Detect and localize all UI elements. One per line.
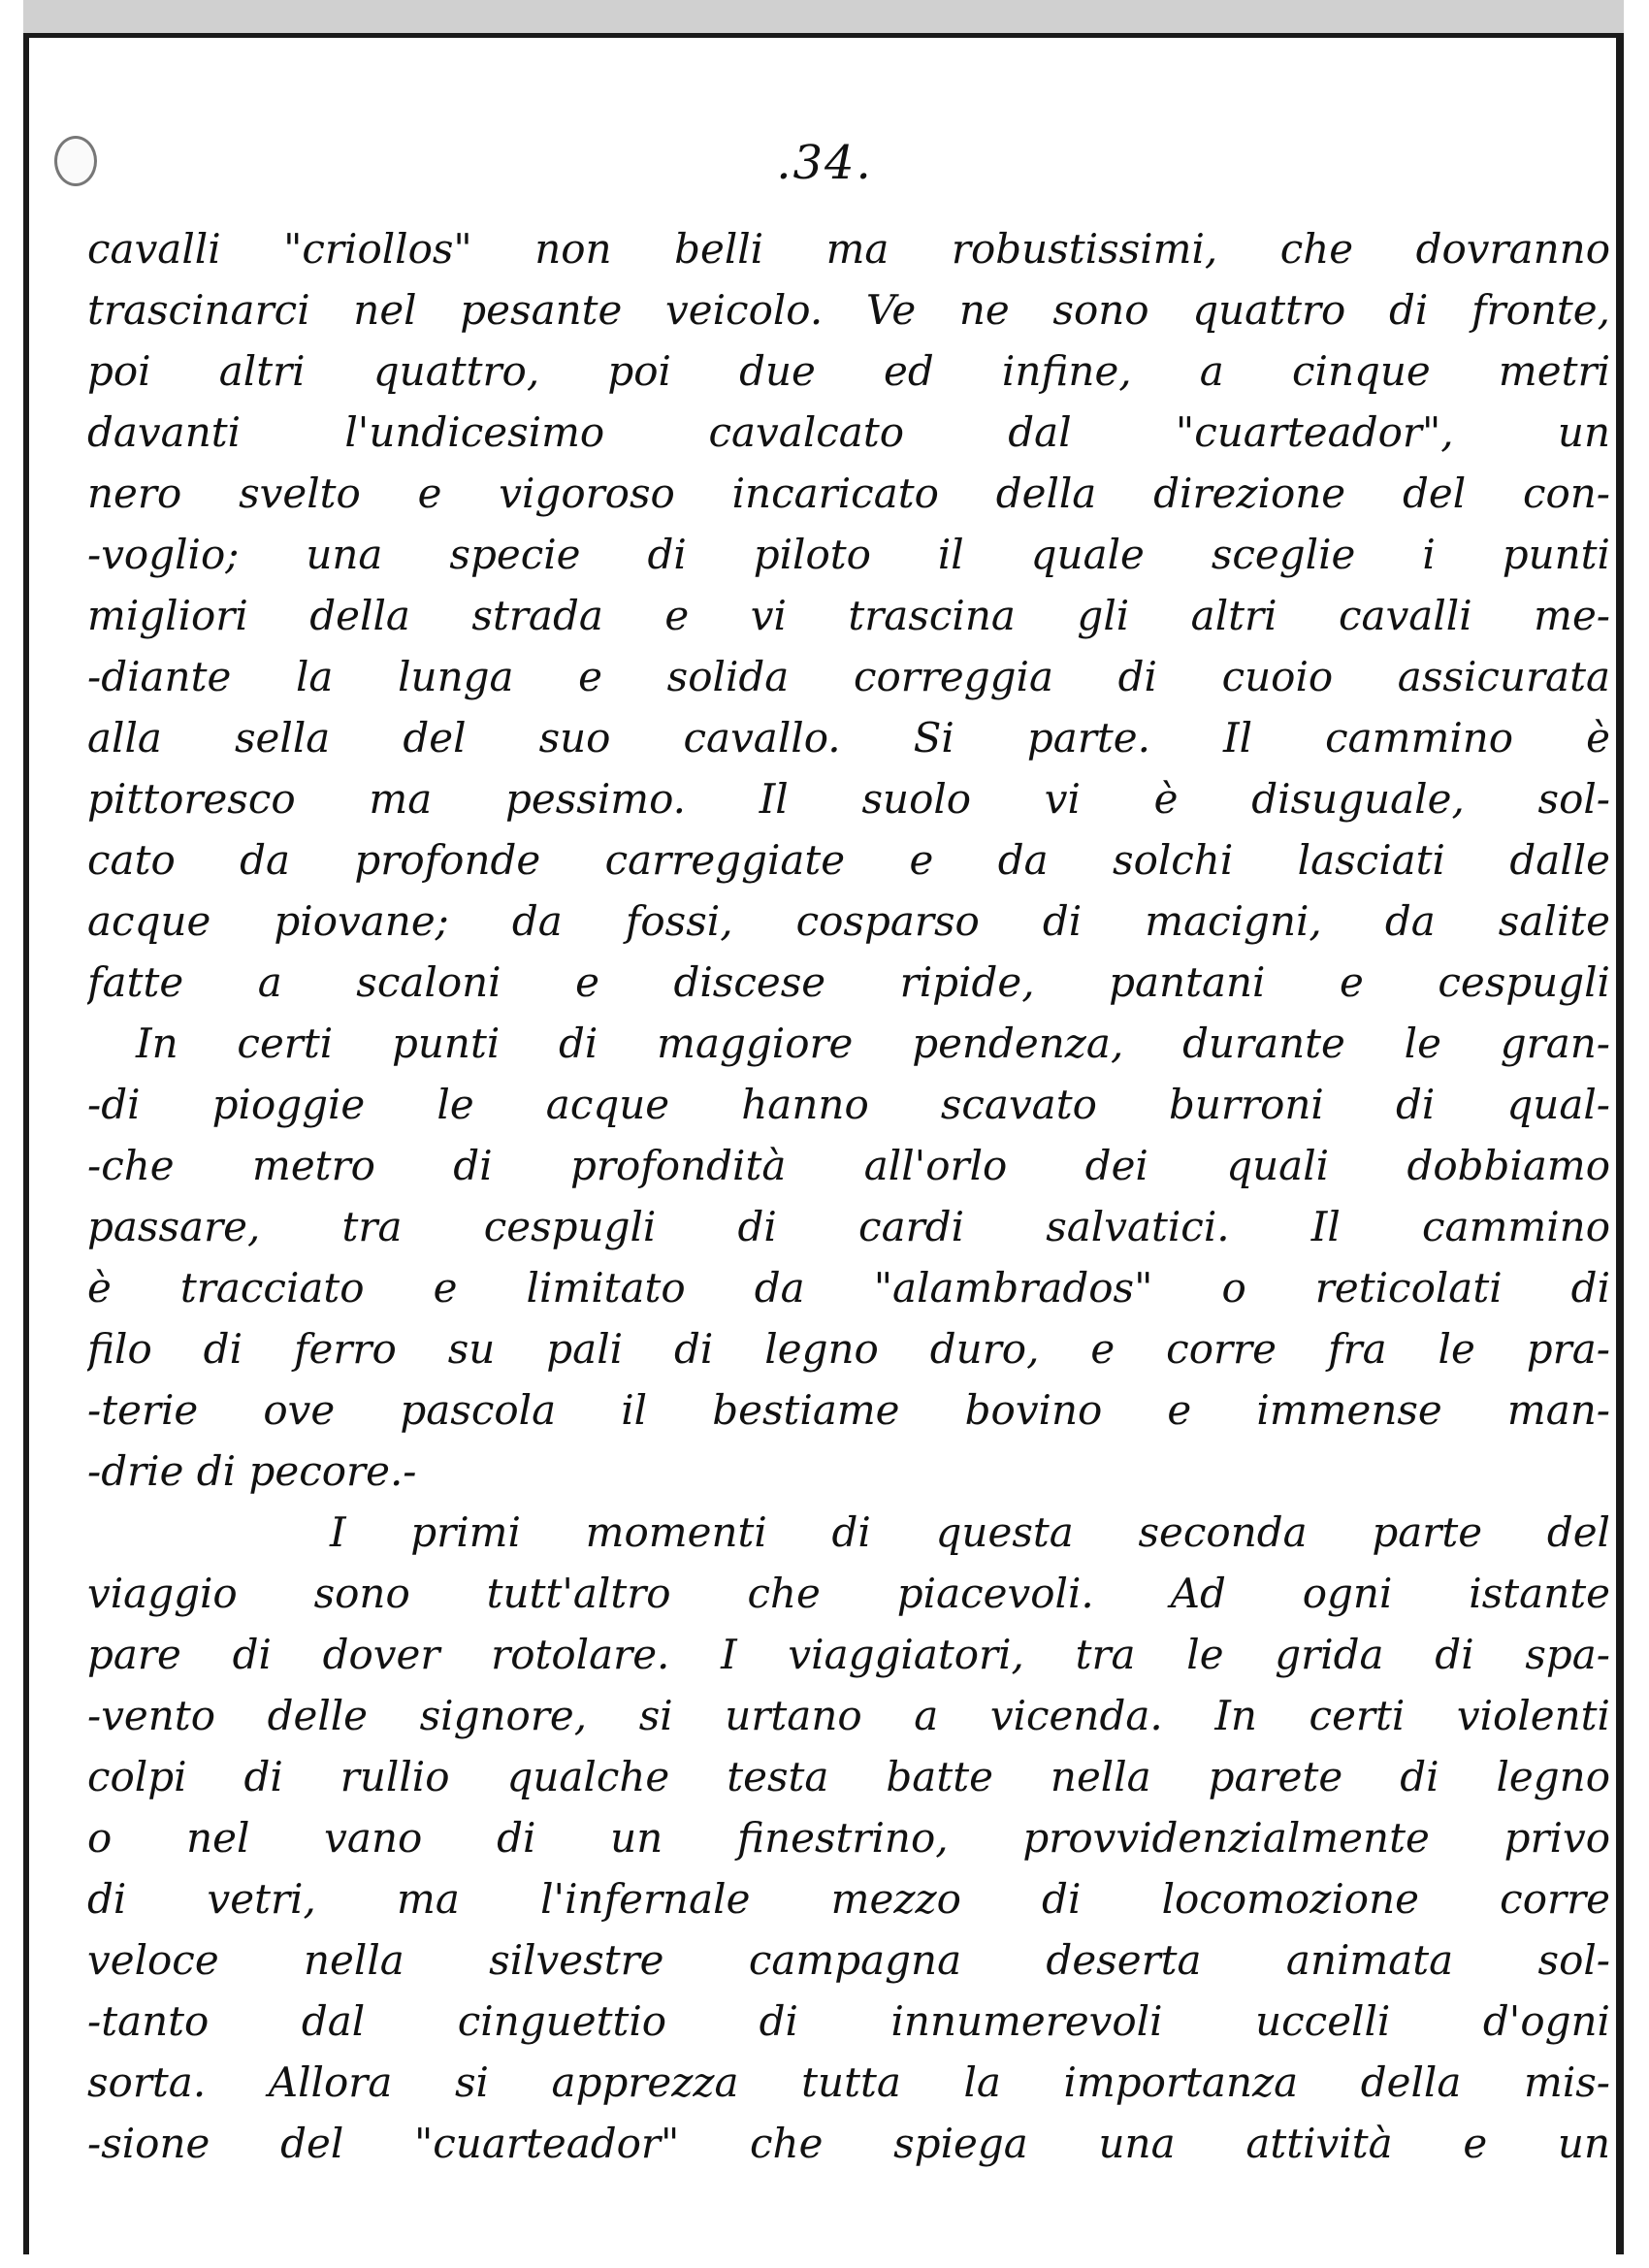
text-line: In certi punti di maggiore pendenza, durante le gran- bbox=[136, 1020, 1610, 1067]
text-line: fatte a scaloni e discese ripide, pantani e cespugli bbox=[87, 958, 1610, 1006]
text-line: pare di dover rotolare. I viaggiatori, tra le grida di spa- bbox=[87, 1631, 1610, 1678]
text-line: -vento delle signore, si urtano a vicenda. In certi violenti bbox=[87, 1692, 1610, 1739]
text-line: davanti l'undicesimo cavalcato dal "cuarteador", un bbox=[87, 408, 1610, 456]
text-line: cavalli "criollos" non belli ma robustissimi, che dovranno bbox=[87, 225, 1610, 273]
text-line: colpi di rullio qualche testa batte nella parete di legno bbox=[87, 1753, 1610, 1800]
text-line: veloce nella silvestre campagna deserta animata sol- bbox=[87, 1936, 1610, 1984]
text-line: sorta. Allora si apprezza tutta la importanza della mis- bbox=[87, 2058, 1610, 2106]
text-line: pittoresco ma pessimo. Il suolo vi è disuguale, sol- bbox=[87, 775, 1610, 823]
handwritten-text-body bbox=[87, 218, 1610, 2174]
text-line: I primi momenti di questa seconda parte del bbox=[330, 1508, 1610, 1556]
page-number: .34. bbox=[776, 136, 873, 190]
text-line: trascinarci nel pesante veicolo. Ve ne sono quattro di fronte, bbox=[87, 286, 1610, 334]
text-line: alla sella del suo cavallo. Si parte. Il cammino è bbox=[87, 714, 1610, 761]
text-line: cato da profonde carreggiate e da solchi lasciati dalle bbox=[87, 836, 1610, 884]
text-line: -drie di pecore.- bbox=[87, 1447, 417, 1495]
text-line: o nel vano di un finestrino, provvidenzialmente privo bbox=[87, 1814, 1610, 1862]
text-line: passare, tra cespugli di cardi salvatici. Il cammino bbox=[87, 1203, 1610, 1250]
text-line: è tracciato e limitato da "alambrados" o reticolati di bbox=[87, 1264, 1610, 1312]
text-line: poi altri quattro, poi due ed infine, a cinque metri bbox=[87, 347, 1610, 395]
text-line: acque piovane; da fossi, cosparso di macigni, da salite bbox=[87, 897, 1610, 945]
text-line: -che metro di profondità all'orlo dei quali dobbiamo bbox=[87, 1142, 1610, 1189]
text-line: -tanto dal cinguettio di innumerevoli uccelli d'ogni bbox=[87, 1997, 1610, 2045]
text-line: filo di ferro su pali di legno duro, e corre fra le pra- bbox=[87, 1325, 1610, 1373]
text-line: di vetri, ma l'infernale mezzo di locomozione corre bbox=[87, 1875, 1610, 1923]
text-line: -di pioggie le acque hanno scavato burroni di qual- bbox=[87, 1081, 1610, 1128]
text-line: viaggio sono tutt'altro che piacevoli. Ad ogni istante bbox=[87, 1570, 1610, 1617]
text-line: nero svelto e vigoroso incaricato della direzione del con- bbox=[87, 470, 1610, 517]
text-line: migliori della strada e vi trascina gli altri cavalli me- bbox=[87, 592, 1610, 639]
text-line: -terie ove pascola il bestiame bovino e immense man- bbox=[87, 1386, 1610, 1434]
text-line: -sione del "cuarteador" che spiega una attività e un bbox=[87, 2120, 1610, 2167]
text-line: -voglio; una specie di piloto il quale sceglie i punti bbox=[87, 531, 1610, 578]
text-line: -diante la lunga e solida correggia di cuoio assicurata bbox=[87, 653, 1610, 700]
